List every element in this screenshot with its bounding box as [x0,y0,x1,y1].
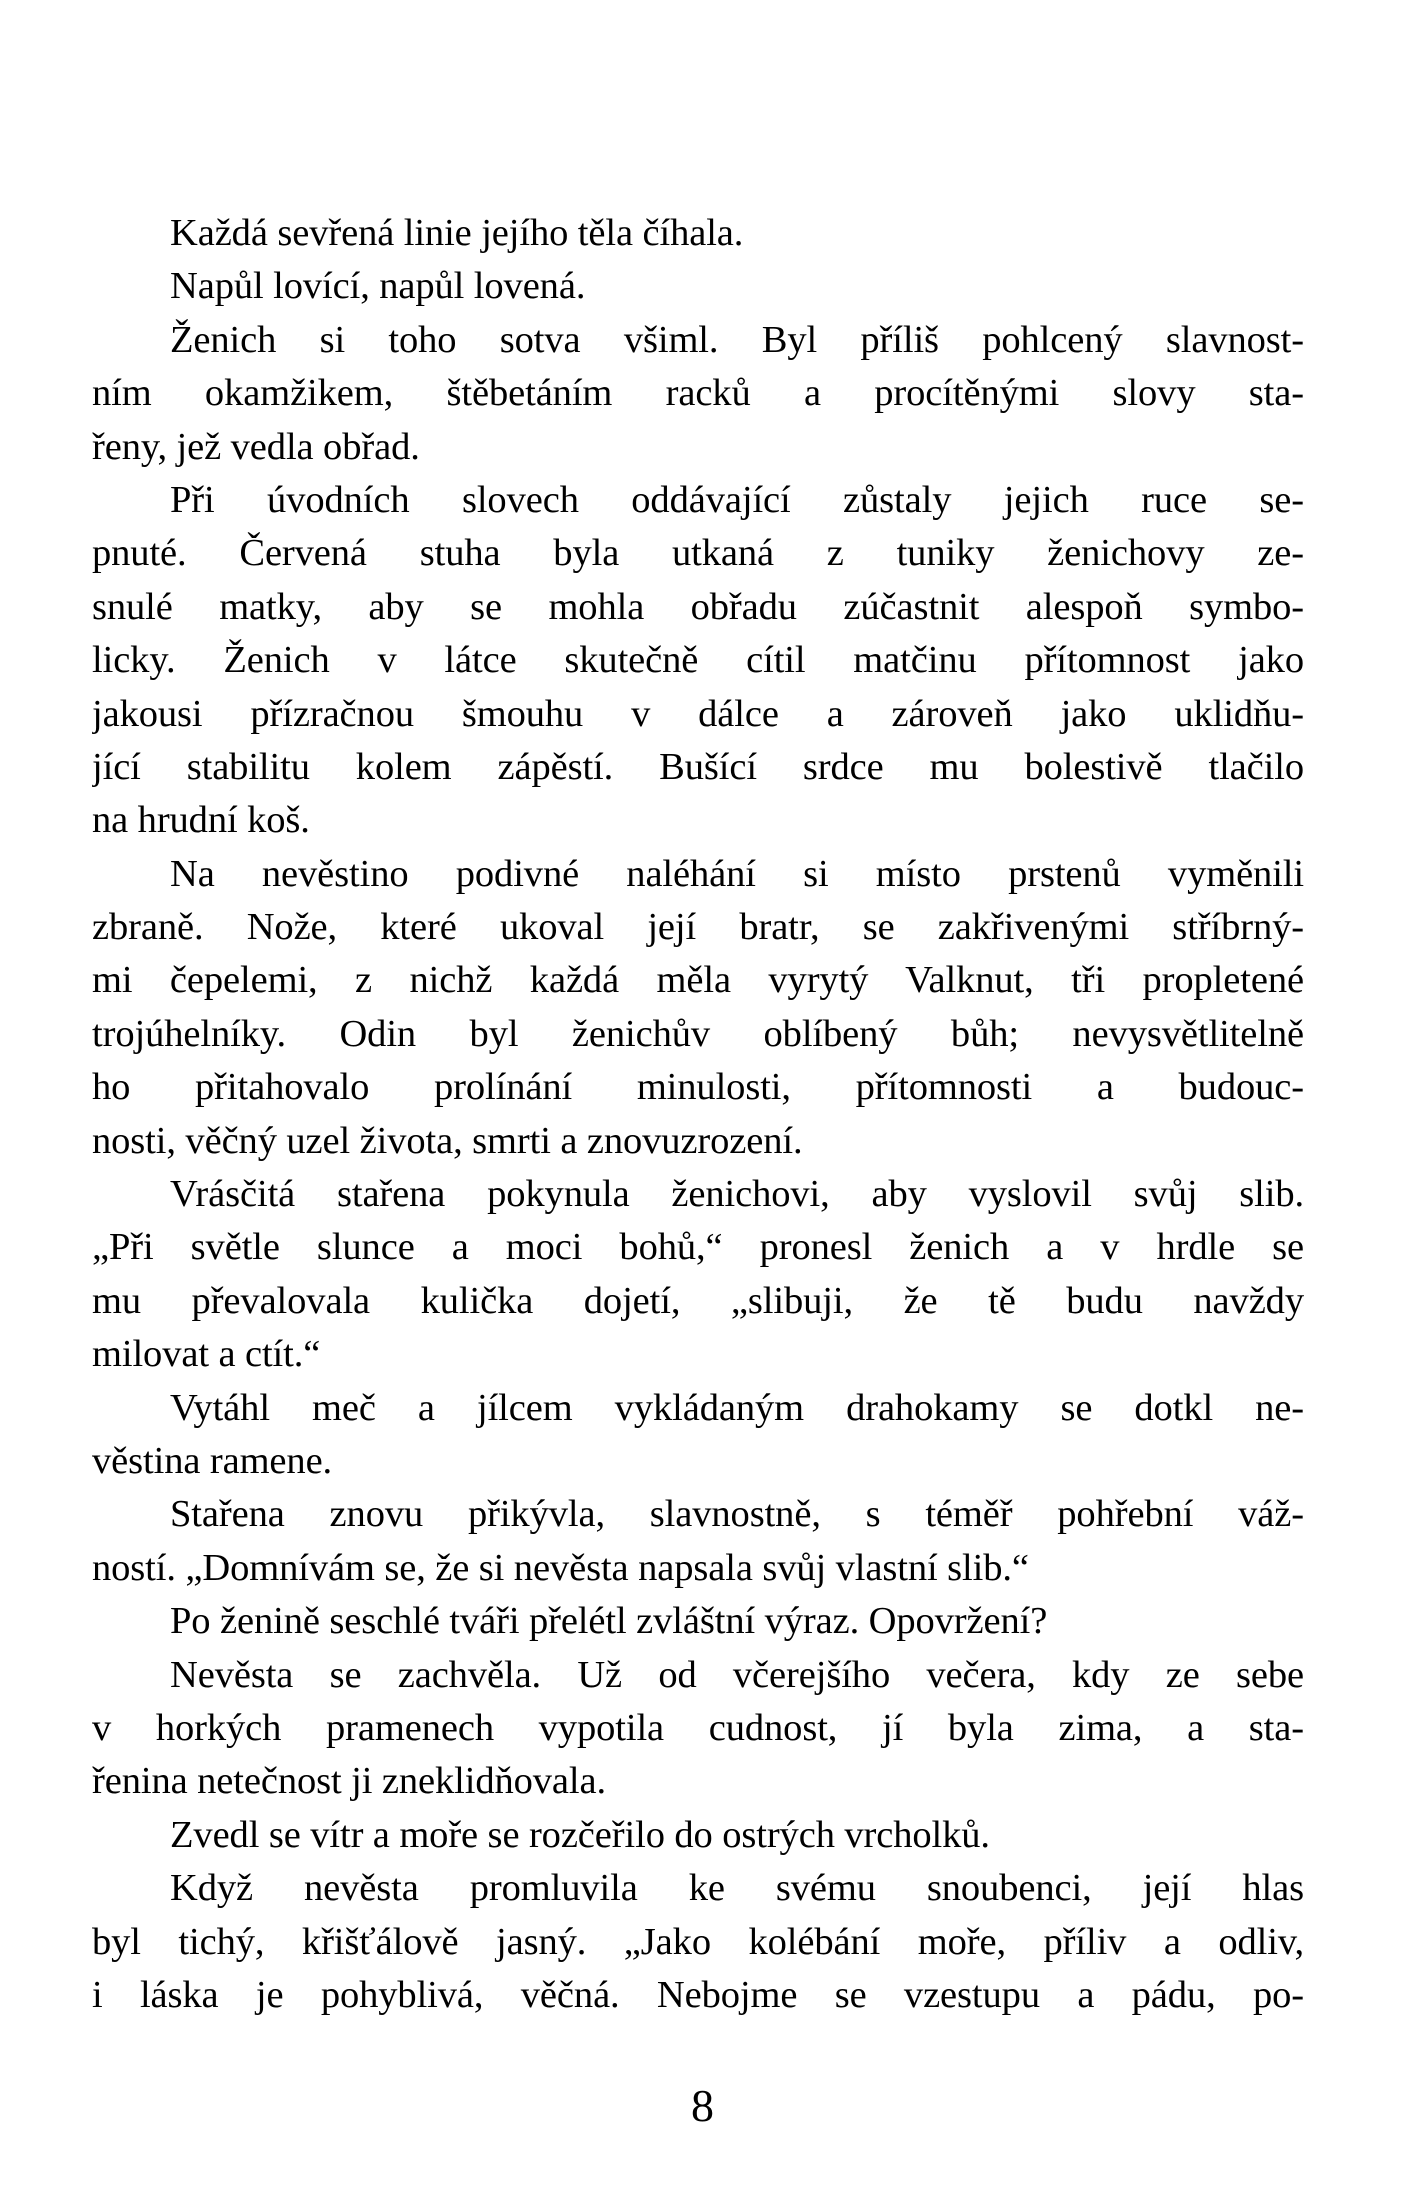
text-line: Když nevěsta promluvila ke svému snoubenci, její hlas [170,1867,1304,1910]
paragraph [92,1809,1304,1862]
page-number: 8 [691,2080,714,2131]
paragraph [92,1382,1304,1489]
text-line: mu převalovala kulička dojetí, „slibuji, že tě budu navždy [92,1279,1304,1322]
text-line: Na nevěstino podivné naléhání si místo prstenů vyměnili [170,852,1304,895]
text-line: trojúhelníky. Odin byl ženichův oblíbený bůh; nevysvětlitelně [92,1012,1304,1055]
paragraph [92,1595,1304,1648]
text-line: snulé matky, aby se mohla obřadu zúčastnit alespoň symbo- [92,585,1304,628]
text-line: licky. Ženich v látce skutečně cítil matčinu přítomnost jako [92,639,1304,682]
text-line: Ženich si toho sotva všiml. Byl příliš pohlcený slavnost- [170,318,1304,361]
text-line: jakousi přízračnou šmouhu v dálce a zároveň jako uklidňu- [92,692,1304,735]
text-line: byl tichý, křišťálově jasný. „Jako kolébání moře, příliv a odliv, [92,1920,1304,1963]
text-line: v horkých pramenech vypotila cudnost, jí byla zima, a sta- [92,1706,1304,1749]
text-line: věstina ramene. [92,1439,333,1482]
text-line: jící stabilitu kolem zápěstí. Bušící srdce mu bolestivě tlačilo [92,745,1304,788]
text-line: nosti, věčný uzel života, smrti a znovuzrození. [92,1119,803,1162]
text-line: ním okamžikem, štěbetáním racků a procítěnými slovy sta- [92,372,1304,415]
text-line: milovat a ctít.“ [92,1333,321,1376]
text-line: na hrudní koš. [92,799,310,842]
paragraph [92,1488,1304,1595]
text-line: mi čepelemi, z nichž každá měla vyrytý Valknut, tři propletené [92,959,1304,1002]
paragraph [92,260,1304,313]
paragraph [92,1862,1304,2022]
text-line: Stařena znovu přikývla, slavnostně, s téměř pohřební váž- [170,1493,1304,1536]
text-line: Po ženině seschlé tváři přelétl zvláštní výraz. Opovržení? [170,1600,1048,1643]
text-line: zbraně. Nože, které ukoval její bratr, se zakřivenými stříbrný- [92,906,1304,949]
text-line: Nevěsta se zachvěla. Už od včerejšího večera, kdy ze sebe [170,1653,1304,1696]
text-line: Vrásčitá stařena pokynula ženichovi, aby vyslovil svůj slib. [170,1173,1304,1216]
text-block [92,207,1304,2022]
text-line: Každá sevřená linie jejího těla číhala. [170,212,744,254]
text-line: řenina netečnost ji zneklidňovala. [92,1760,607,1803]
paragraph [92,474,1304,848]
text-line: Při úvodních slovech oddávající zůstaly jejich ruce se- [170,478,1304,521]
paragraph [92,1168,1304,1382]
text-line: i láska je pohyblivá, věčná. Nebojme se vzestupu a pádu, po- [92,1973,1304,2016]
text-line: Zvedl se vítr a moře se rozčeřilo do ostrých vrcholků. [170,1813,990,1856]
paragraph [92,314,1304,474]
text-line: pnuté. Červená stuha byla utkaná z tuniky ženichovy ze- [92,532,1304,575]
text-line: řeny, jež vedla obřad. [92,425,420,468]
paragraph [92,207,1304,260]
text-line: ností. „Domnívám se, že si nevěsta napsala svůj vlastní slib.“ [92,1546,1029,1589]
text-line: „Při světle slunce a moci bohů,“ pronesl ženich a v hrdle se [92,1226,1304,1269]
paragraph [92,1649,1304,1809]
paragraph [92,848,1304,1168]
text-line: ho přitahovalo prolínání minulosti, přítomnosti a budouc- [92,1066,1304,1109]
text-line: Vytáhl meč a jílcem vykládaným drahokamy se dotkl ne- [170,1386,1304,1429]
text-line: Napůl lovící, napůl lovená. [170,265,586,308]
